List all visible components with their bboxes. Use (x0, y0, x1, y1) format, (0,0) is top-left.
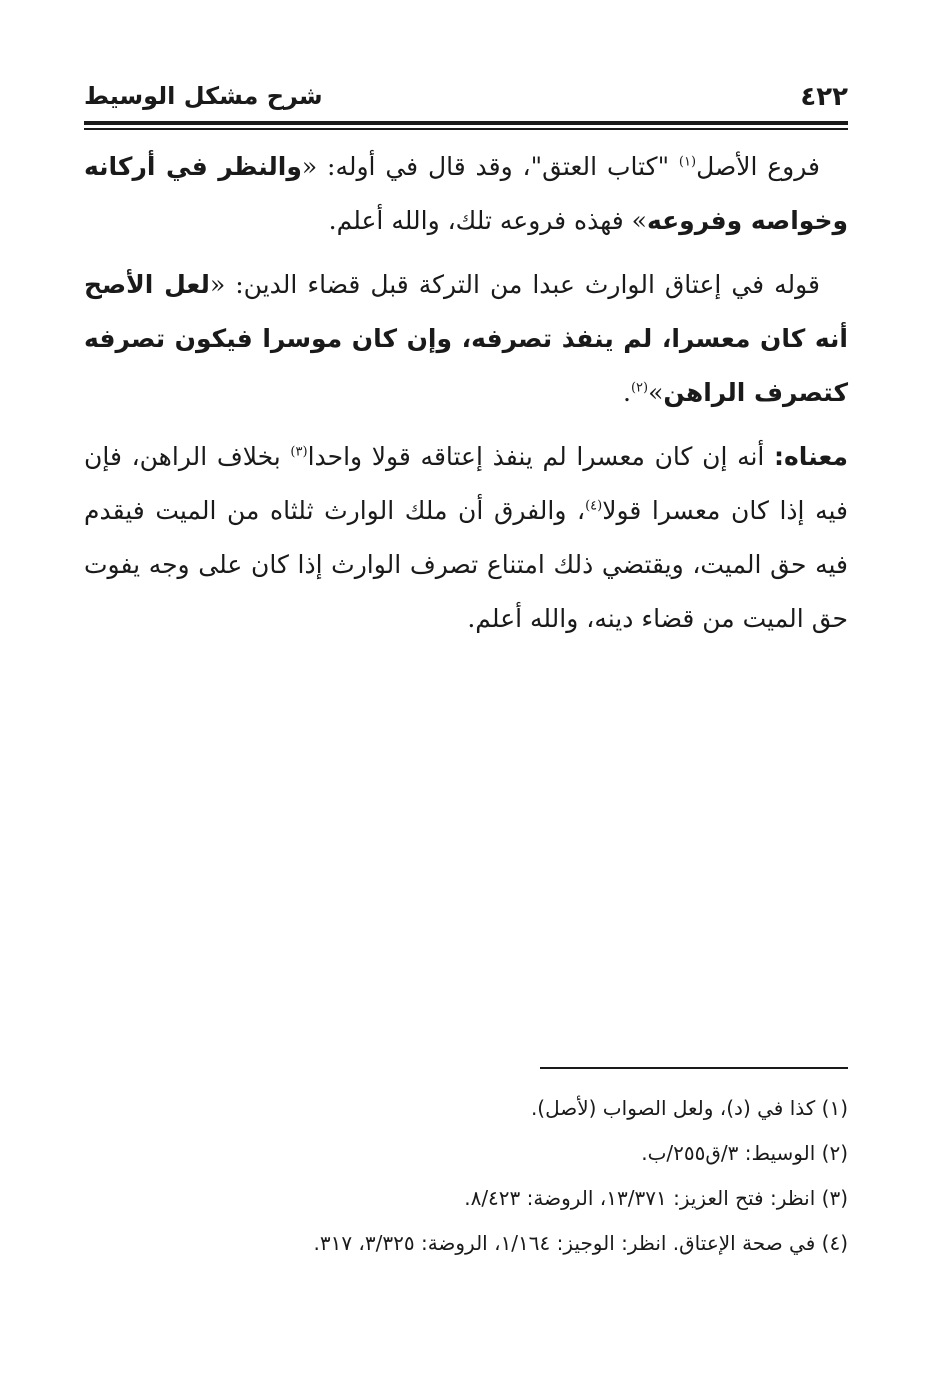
footnote-ref-2: (٢) (630, 380, 649, 396)
footnote-2: (٢) الوسيط: ٣/ق٢٥٥/ب. (641, 1141, 848, 1165)
running-title: شرح مشكل الوسيط (84, 82, 323, 110)
paragraph-2 (84, 258, 848, 420)
text-run: قوله في إعتاق الوارث عبدا من التركة قبل قضاء الدين: « (209, 270, 820, 299)
text-run: ، والفرق أن ملك الوارث ثلثاه من الميت فيقدم فيه حق الميت، ويقتضي ذلك امتناع تصرف الوارث إذا كان على وجه يفوت حق الميت من قضاء دينه، والله أعلم. (84, 496, 848, 633)
footnote-1: (١) كذا في (د)، ولعل الصواب (لأصل). (530, 1096, 848, 1120)
header-rule-thick (84, 121, 848, 125)
page-header (84, 80, 848, 120)
footnote-ref-1: (١) (678, 154, 697, 170)
page-number: ٤٢٢ (800, 82, 848, 112)
quote-bold: والنظر في أركانه وخواصه وفروعه (84, 152, 848, 235)
footnote-separator (540, 1067, 848, 1069)
text-run: أنه إن كان معسرا لم ينفذ إعتاقه قولا واحدا (307, 442, 775, 471)
text-run: فروع الأصل (696, 152, 821, 181)
quote-bold: لعل الأصح أنه كان معسرا، لم ينفذ تصرفه، وإن كان موسرا فيكون تصرفه كتصرف الراهن (84, 270, 848, 407)
footnote-4: (٤) في صحة الإعتاق. انظر: الوجيز: ١/١٦٤، الروضة: ٣/٣٢٥، ٣١٧. (313, 1231, 848, 1255)
text-run: » (648, 378, 664, 407)
paragraph-3 (84, 430, 848, 646)
text-run: . (623, 378, 631, 407)
term-bold: معناه: (774, 442, 848, 471)
footnote-ref-4: (٤) (585, 498, 603, 514)
footnote-ref-3: (٣) (290, 444, 308, 460)
footnotes (84, 1086, 848, 1266)
body-text (84, 140, 848, 656)
text-run: بخلاف الراهن، فإن فيه إذا كان معسرا قولا (84, 442, 848, 525)
text-run: "كتاب العتق"، وقد قال في أوله: « (301, 152, 679, 181)
paragraph-1 (84, 140, 848, 248)
text-run: » فهذه فروعه تلك، والله أعلم. (328, 206, 647, 235)
header-rule-thin (84, 128, 848, 130)
footnote-3: (٣) انظر: فتح العزيز: ١٣/٣٧١، الروضة: ٨/٤٢٣. (464, 1186, 848, 1210)
